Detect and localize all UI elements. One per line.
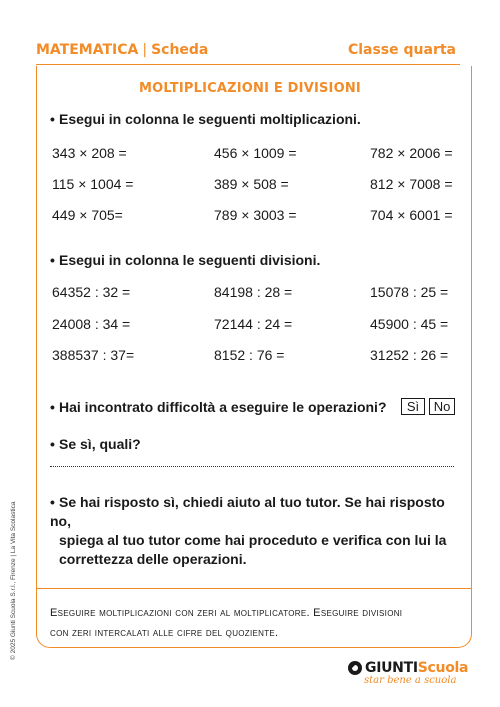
question-text: Hai incontrato difficoltà a eseguire le operazioni? xyxy=(59,399,387,415)
division-item: 8152 : 76 = xyxy=(214,347,285,363)
division-item: 45900 : 45 = xyxy=(370,316,449,332)
multiplication-item: 389 × 508 = xyxy=(214,176,289,192)
advice-line xyxy=(50,493,450,531)
instruction-text: Esegui in colonna le seguenti moltiplicazioni. xyxy=(59,111,361,127)
no-checkbox[interactable]: No xyxy=(429,398,455,415)
subject-name: MATEMATICA xyxy=(36,42,139,58)
copyright-notice: © 2025 Giunti Scuola S.r.l., Firenze | La Vita Scolastica xyxy=(10,501,17,660)
section-name: Scheda xyxy=(151,42,209,58)
brand-name-suffix: Scuola xyxy=(417,660,469,676)
bullet-icon: • xyxy=(50,111,55,127)
brand-logo xyxy=(348,660,468,676)
answer-line[interactable] xyxy=(50,466,454,467)
goal-line-2: con zeri intercalati alle cifre del quoziente. xyxy=(50,627,279,639)
division-item: 388537 : 37= xyxy=(52,347,135,363)
grade-label: Classe quarta xyxy=(347,42,456,58)
division-item: 72144 : 24 = xyxy=(214,316,293,332)
header-separator: | xyxy=(142,42,148,58)
multiplication-instruction xyxy=(50,111,361,127)
header-divider xyxy=(36,64,460,65)
which-question xyxy=(50,436,141,452)
bullet-icon: • xyxy=(50,252,55,268)
division-item: 15078 : 25 = xyxy=(370,284,449,300)
worksheet-title: MOLTIPLICAZIONI E DIVISIONI xyxy=(139,81,361,96)
bullet-icon: • xyxy=(50,436,55,452)
multiplication-item: 115 × 1004 = xyxy=(52,176,134,192)
advice-line-1: Se hai risposto sì, chiedi aiuto al tuo tutor. Se hai risposto no, xyxy=(50,494,445,529)
division-item: 31252 : 26 = xyxy=(370,347,449,363)
goal-line-1: Eseguire moltiplicazioni con zeri al moltiplicatore. Eseguire divisioni xyxy=(50,607,403,619)
multiplication-item: 456 × 1009 = xyxy=(214,145,297,161)
multiplication-item: 343 × 208 = xyxy=(52,145,127,161)
advice-line-3: correttezza delle operazioni. xyxy=(59,551,247,567)
multiplication-item: 789 × 3003 = xyxy=(214,207,297,223)
division-item: 64352 : 32 = xyxy=(52,284,131,300)
tutor-advice xyxy=(50,493,450,569)
yes-checkbox[interactable]: Sì xyxy=(401,398,425,415)
bullet-icon: • xyxy=(50,399,55,415)
bullet-icon: • xyxy=(50,494,55,510)
difficulty-question xyxy=(50,399,387,415)
question-text: Se sì, quali? xyxy=(59,436,141,452)
division-item: 84198 : 28 = xyxy=(214,284,293,300)
publisher-logo xyxy=(348,660,468,686)
learning-goal xyxy=(50,603,460,643)
instruction-text: Esegui in colonna le seguenti divisioni. xyxy=(59,252,321,268)
advice-line-2: spiega al tuo tutor come hai proceduto e verifica con lui la xyxy=(59,532,447,548)
division-instruction xyxy=(50,252,320,268)
subject-label xyxy=(36,42,208,58)
multiplication-item: 449 × 705= xyxy=(52,207,123,223)
multiplication-item: 812 × 7008 = xyxy=(370,176,453,192)
multiplication-item: 704 × 6001 = xyxy=(370,207,453,223)
division-item: 24008 : 34 = xyxy=(52,316,131,332)
multiplication-item: 782 × 2006 = xyxy=(370,145,453,161)
brand-tagline: star bene a scuola xyxy=(364,675,457,686)
brand-name: GIUNTI xyxy=(365,660,418,676)
goal-divider xyxy=(36,588,472,589)
giunti-logo-icon xyxy=(348,661,362,675)
